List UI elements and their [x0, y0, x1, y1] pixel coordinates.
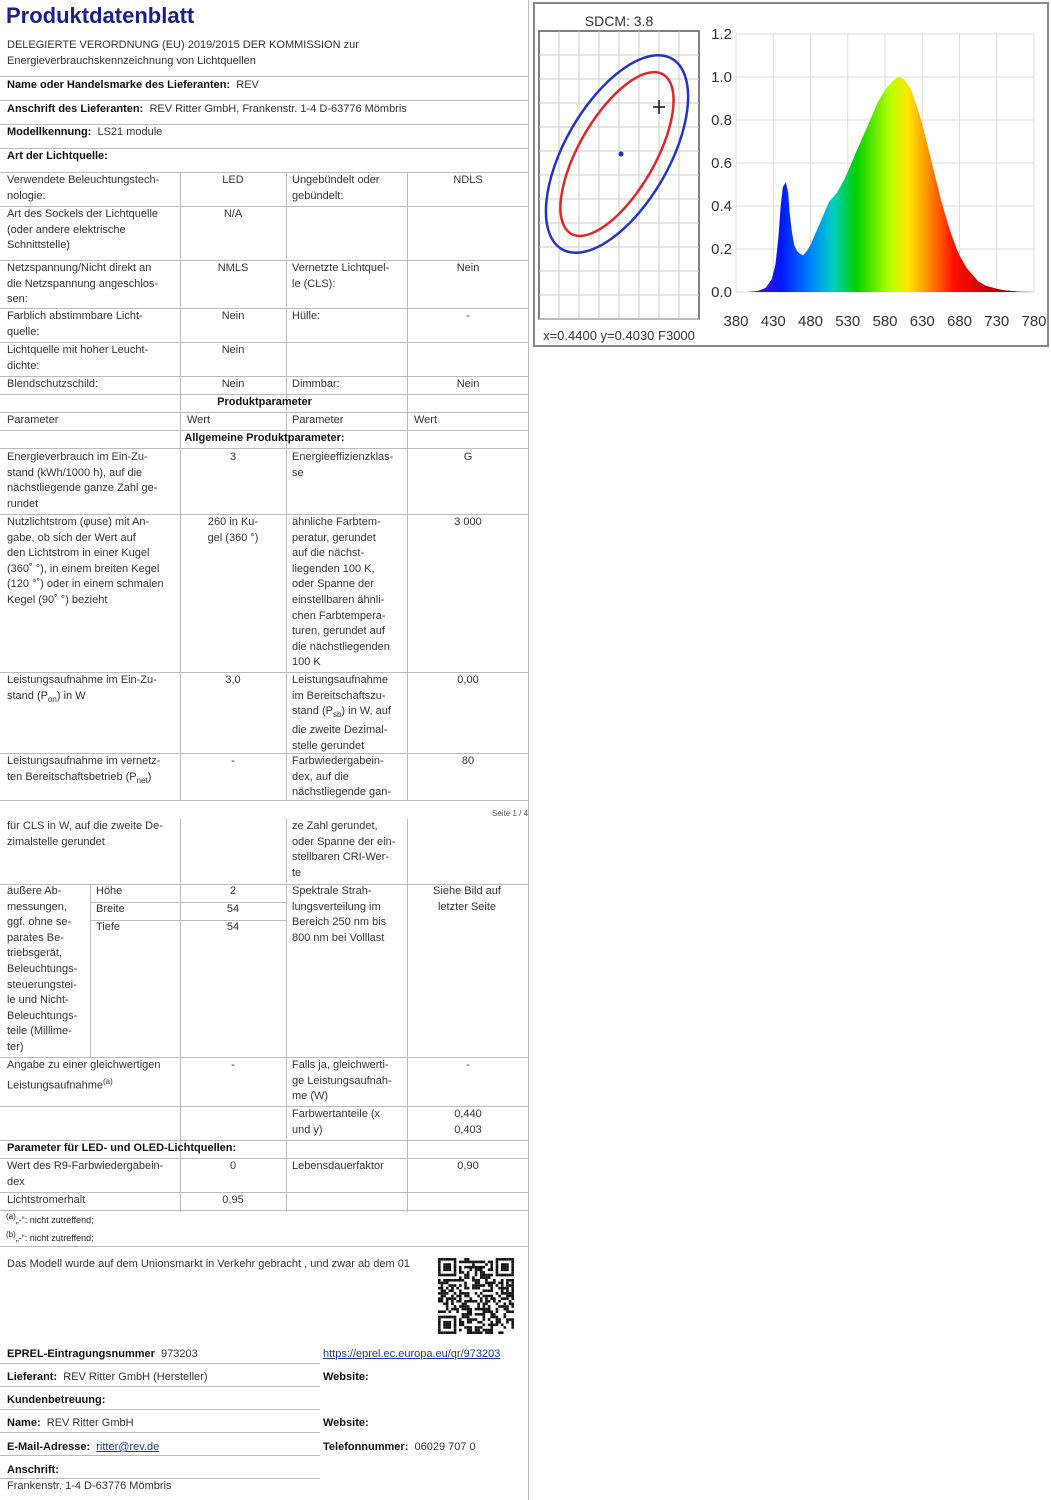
supplier-name-label: Name oder Handelsmarke des Lieferanten:: [7, 79, 231, 91]
y-tick-label: 0.4: [711, 198, 732, 215]
dimensions-label: äußere Ab- messungen, ggf. ohne se- parates Be- triebsgerät, Beleuchtungs- steuerungstei- le und Nicht- Beleuchtungs- teile (Millime- ter): [7, 885, 78, 1053]
regulation-line-1: DELEGIERTE VERORDNUNG (EU) 2019/2015 DER KOMMISSION zur: [7, 39, 359, 51]
equiv-label-2: Falls ja, gleichwerti- ge Leistungsaufnah- me (W): [292, 1059, 392, 1103]
rule-h: [0, 1432, 320, 1433]
light-source-type-heading: Art der Lichtquelle:: [7, 150, 108, 162]
address-label: Anschrift:: [7, 1464, 59, 1476]
power-on-value: 3,0: [225, 674, 241, 686]
footnote-a: (a)„-“: nicht zutreffend;: [6, 1212, 94, 1225]
eprel-label: EPREL-Eintragungsnummer: [7, 1348, 155, 1360]
equiv-label: Angabe zu einer gleichwertigen Leistungsaufnahme$^{(a)}$: [7, 1059, 161, 1092]
y-tick-label: 0.6: [711, 155, 732, 172]
lieferant-value: REV Ritter GmbH (Hersteller): [63, 1371, 208, 1383]
cri-label: Farbwiedergabein- dex, auf die nächstliegende gan-: [292, 755, 392, 799]
chromaticity-chart: [533, 2, 706, 347]
efficiency-class-value: G: [463, 451, 473, 463]
x-tick-label: 630: [909, 313, 935, 330]
rule-v: [90, 884, 91, 1057]
power-standby-value: 0,00: [457, 674, 479, 686]
energy-label: Energieverbrauch im Ein-Zu- stand (kWh/1000 h), auf die nächstliegende ganze Zahl ge- rundet: [7, 451, 158, 510]
row-label-2: Ungebündelt oder gebündelt:: [292, 174, 380, 202]
dimension-value: 2: [229, 885, 237, 897]
supplier-address-value: REV Ritter GmbH, Frankenstr. 1-4 D-63776 Mömbris: [149, 103, 407, 115]
r9-label: Wert des R9-Farbwiedergabein- dex: [7, 1160, 164, 1188]
cont-label-1: für CLS in W, auf die zweite De- zimalstelle gerundet: [7, 820, 163, 848]
rule-h: [0, 100, 529, 101]
lieferant-label: Lieferant:: [7, 1371, 58, 1383]
row-label: Verwendete Beleuchtungstech- nologie:: [7, 174, 160, 202]
footnote-b: (b)„-“: nicht zutreffend;: [6, 1230, 94, 1243]
y-tick-label: 0.8: [711, 112, 732, 129]
maintenance-value: 0,95: [222, 1194, 244, 1206]
row-label-2: Dimmbar:: [292, 378, 340, 390]
cri-value: 80: [461, 755, 475, 767]
page-title: Produktdatenblatt: [6, 3, 195, 28]
product-params-heading: Produktparameter: [217, 396, 312, 408]
x-tick-label: 780: [1021, 313, 1047, 330]
dimension-value: 54: [226, 903, 240, 915]
col-header-param-1: Parameter: [7, 414, 59, 426]
equiv-value: -: [231, 1059, 235, 1071]
spectral-value: Siehe Bild auf letzter Seite: [433, 885, 501, 913]
x-tick-label: 480: [797, 313, 824, 330]
address-value: Frankenstr. 1-4 D-63776 Mömbris: [7, 1480, 172, 1492]
dimension-name: Höhe: [96, 885, 123, 897]
y-tick-label: 0.2: [711, 241, 732, 258]
rule-v: [407, 819, 408, 1212]
lifetime-value: 0,90: [457, 1160, 479, 1172]
page-number: Seite 1 / 4: [492, 809, 529, 818]
customer-service-heading: Kundenbetreuung:: [7, 1394, 106, 1406]
qr-code[interactable]: [438, 1258, 514, 1334]
rule-v: [286, 172, 287, 800]
row-value-2: Nein: [456, 378, 480, 390]
y-tick-label: 0.0: [711, 284, 732, 301]
maintenance-label: Lichtstromerhalt: [7, 1194, 86, 1206]
row-label-2: Vernetzte Lichtquel- le (CLS):: [292, 262, 390, 290]
efficiency-class-label: Energieeffizienzklas- se: [292, 451, 394, 479]
cct-value: 3 000: [454, 516, 482, 528]
row-value: LED: [222, 174, 244, 186]
chroma-value: 0,440 0,403: [454, 1108, 482, 1136]
spectral-label: Spektrale Strah- lungsverteilung im Bereich 250 nm bis 800 nm bei Volllast: [292, 885, 387, 944]
general-params-heading: Allgemeine Produktparameter:: [184, 432, 345, 444]
row-value: Nein: [221, 378, 245, 390]
supplier-address-label: Anschrift des Lieferanten:: [7, 103, 144, 115]
r9-value: 0: [229, 1160, 237, 1172]
col-header-value-2: Wert: [414, 414, 438, 426]
row-label: Art des Sockels der Lichtquelle (oder andere elektrische Schnittstelle): [7, 208, 159, 252]
row-value-2: Nein: [456, 262, 480, 274]
phone-value: 06029 707 0: [414, 1441, 476, 1453]
chroma-label: Farbwertanteile (x und y): [292, 1108, 381, 1136]
col-header-param-2: Parameter: [292, 414, 344, 426]
rule-h: [0, 448, 529, 449]
market-date-text: Das Modell wurde auf dem Unionsmarkt in Verkehr gebracht , und zwar ab dem 01: [7, 1258, 410, 1270]
x-tick-label: 730: [984, 313, 1010, 330]
lifetime-label: Lebensdauerfaktor: [292, 1160, 384, 1172]
name-label: Name:: [7, 1417, 41, 1429]
website-label-1: Website:: [323, 1371, 369, 1383]
power-net-value: -: [231, 755, 235, 767]
supplier-name-value: REV: [236, 79, 259, 91]
phone-label: Telefonnummer:: [323, 1441, 409, 1453]
led-params-heading: Parameter für LED- und OLED-Lichtquellen:: [7, 1142, 237, 1154]
name-value: REV Ritter GmbH: [46, 1417, 134, 1429]
row-label: Blendschutzschild:: [7, 378, 99, 390]
flux-label: Nutzlichtstrom (φuse) mit An- gabe, ob sich der Wert auf den Lichtstrom in einer Kugel (360˚ °), in einem breiten Kegel (120 °˚) oder in einem schmalen Kegel (90˚ °) bezieht: [7, 516, 164, 606]
sdcm-title: SDCM: 3.8: [584, 13, 654, 29]
x-tick-label: 680: [946, 313, 973, 330]
rule-h: [0, 1246, 529, 1247]
x-tick-label: 530: [835, 313, 861, 330]
equiv-value-2: -: [466, 1059, 470, 1071]
cct-label: ähnliche Farbtem- peratur, gerundet auf die nächst- liegenden 100 K, oder Spanne der einstellbaren ähnli- chen Farbtempera- turen, gerundet auf die nächstliegenden 100 K: [292, 516, 390, 669]
rule-h: [0, 1363, 320, 1364]
row-label: Netzspannung/Nicht direkt an die Netzspannung angeschlos- sen:: [7, 262, 159, 306]
energy-value: 3: [229, 451, 237, 463]
eprel-value: 973203: [161, 1348, 198, 1360]
model-value: LS21 module: [97, 126, 163, 138]
rule-v: [528, 0, 529, 1500]
spectrum-svg: [704, 4, 1047, 345]
chromaticity-caption: x=0.4400 y=0.4030 F3000: [543, 328, 695, 343]
row-label: Farblich abstimmbare Licht- quelle:: [7, 310, 143, 338]
power-net-label: Leistungsaufnahme im vernetz- ten Bereitschaftsbetrieb $(P_{net})$: [7, 755, 161, 785]
spectrum-area: [747, 77, 1034, 292]
rule-h: [0, 76, 529, 77]
flux-value: 260 in Ku- gel (360 °): [207, 516, 259, 544]
email-link[interactable]: ritter@rev.de: [96, 1441, 160, 1453]
chromaticity-svg: [535, 4, 704, 345]
power-on-label: Leistungsaufnahme im Ein-Zu- stand $(P_{on})$ in W: [7, 674, 157, 704]
email-label: E-Mail-Adresse:: [7, 1441, 91, 1453]
rule-v: [286, 819, 287, 1212]
model-label: Modellkennung:: [7, 126, 92, 138]
x-tick-label: 380: [723, 313, 749, 330]
col-header-value-1: Wert: [187, 414, 211, 426]
row-label: Lichtquelle mit hoher Leucht- dichte:: [7, 344, 149, 372]
row-value: Nein: [221, 344, 245, 356]
row-value-2: -: [466, 310, 470, 322]
power-standby-label: Leistungsaufnahme im Bereitschaftszu- stand $(P_{sb})$ in W, auf die zweite Dezimal- stelle gerundet: [292, 674, 391, 752]
x-tick-label: 580: [872, 313, 898, 330]
row-value-2: NDLS: [453, 174, 483, 186]
dimension-name: Breite: [96, 903, 125, 915]
chromaticity-point: [619, 152, 624, 157]
eprel-link[interactable]: https://eprel.ec.europa.eu/qr/973203: [323, 1348, 501, 1360]
row-value: NMLS: [217, 262, 249, 274]
row-value: N/A: [223, 208, 243, 220]
website-label-2: Website:: [323, 1417, 369, 1429]
dimension-name: Tiefe: [96, 921, 121, 933]
cont-label-2: ze Zahl gerundet, oder Spanne der ein- stellbaren CRI-Wer- te: [292, 820, 396, 879]
rule-h: [0, 1409, 320, 1410]
rule-h: [0, 412, 529, 413]
regulation-line-2: Energieverbrauchskennzeichnung von Lichtquellen: [7, 55, 256, 67]
y-tick-label: 1.0: [711, 69, 732, 86]
rule-h: [0, 800, 529, 801]
rule-h: [0, 1386, 320, 1387]
spectrum-chart: [704, 2, 1049, 347]
dimension-value: 54: [226, 921, 240, 933]
row-label-2: Hülle:: [292, 310, 321, 322]
row-value: Nein: [221, 310, 245, 322]
y-tick-label: 1.2: [711, 26, 732, 43]
x-tick-label: 430: [760, 313, 786, 330]
